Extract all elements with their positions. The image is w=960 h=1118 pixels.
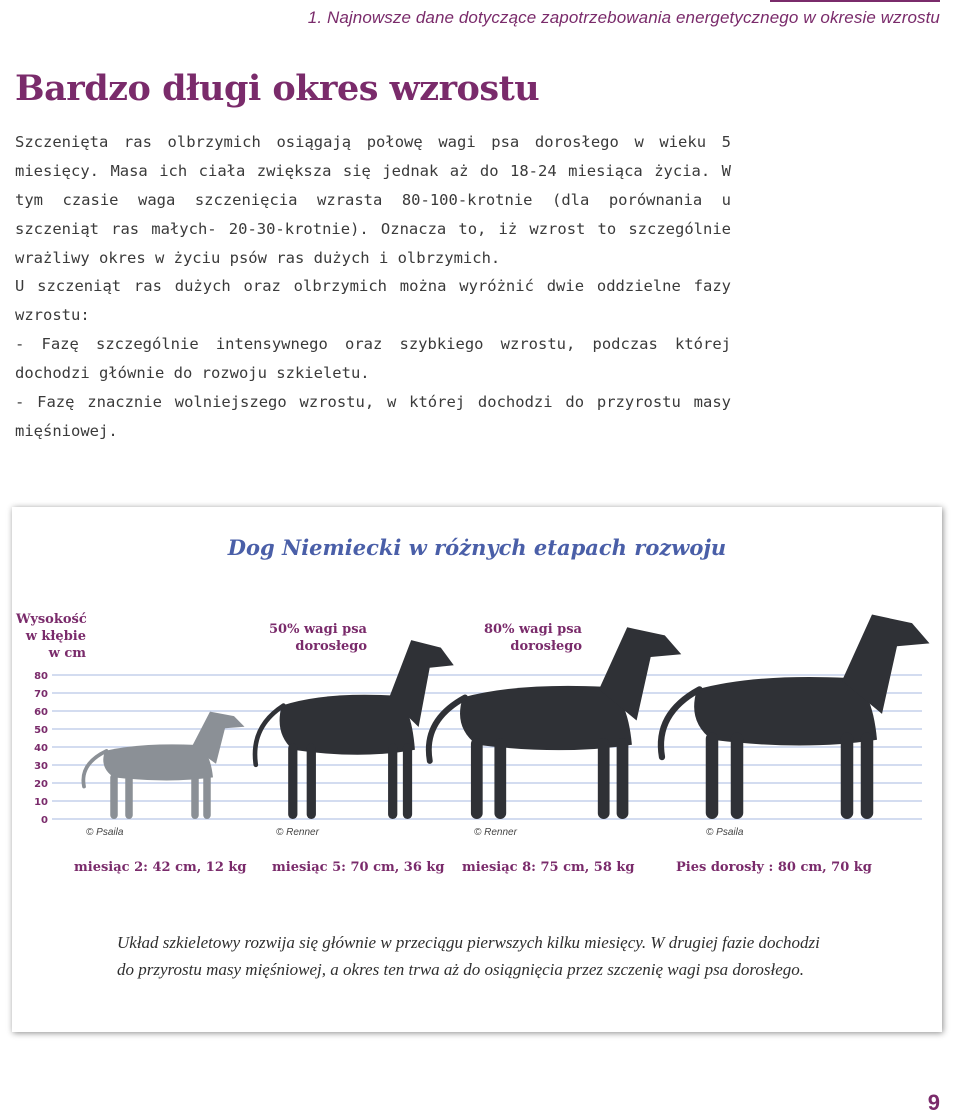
- photo-credit-4: © Psaila: [706, 827, 744, 838]
- page-title: Bardzo długi okres wzrostu: [15, 68, 540, 109]
- stage-label-4: Pies dorosły : 80 cm, 70 kg: [676, 860, 872, 875]
- y-tick-50: 50: [34, 725, 48, 736]
- stage-label-1: miesiąc 2: 42 cm, 12 kg: [74, 860, 247, 875]
- dog-leg-4-1: [706, 733, 719, 819]
- dog-leg-2-4: [403, 743, 412, 819]
- photo-credit-1: © Psaila: [86, 827, 124, 838]
- weight-label-50: 50% wagi psa dorosłego: [269, 622, 367, 654]
- dog-leg-3-3: [598, 738, 610, 819]
- y-tick-20: 20: [34, 779, 48, 790]
- dog-leg-3-1: [471, 738, 483, 819]
- dog-tail-2: [255, 706, 284, 765]
- dog-leg-3-4: [617, 738, 629, 819]
- dog-leg-1-4: [203, 774, 211, 819]
- phase-item-2: - Fazę znacznie wolniejszego wzrostu, w której dochodzi do przyrostu masy mięśniowej.: [15, 393, 731, 440]
- photo-credit-3: © Renner: [474, 827, 517, 838]
- y-tick-40: 40: [34, 743, 48, 754]
- y-tick-70: 70: [34, 689, 48, 700]
- dog-tail-1: [83, 751, 106, 787]
- figure-card: [12, 507, 942, 1032]
- dog-leg-4-3: [841, 733, 854, 819]
- y-tick-10: 10: [34, 797, 48, 808]
- photo-credit-2: © Renner: [276, 827, 319, 838]
- figure-caption: Układ szkieletowy rozwija się głównie w przeciągu pierwszych kilku miesięcy. W drugiej fazie dochodzi do przyrostu masy mięśniowej, a okres ten trwa aż do osiągnięcia przez szczenię wagi psa dorosłego.: [117, 933, 820, 979]
- y-tick-30: 30: [34, 761, 48, 772]
- y-tick-80: 80: [34, 671, 48, 682]
- dog-leg-1-2: [125, 774, 133, 819]
- phase-item-1: - Fazę szczególnie intensywnego oraz szybkiego wzrostu, podczas której dochodzi głównie do rozwoju szkieletu.: [15, 335, 731, 382]
- dog-leg-2-3: [388, 743, 397, 819]
- dog-silhouette-4: [661, 615, 930, 819]
- stage-label-2: miesiąc 5: 70 cm, 36 kg: [272, 860, 445, 875]
- stage-label-3: miesiąc 8: 75 cm, 58 kg: [462, 860, 635, 875]
- height-chart: [12, 607, 942, 862]
- height-chart-graphic: [12, 607, 942, 862]
- y-axis-label: Wysokość w kłębie w cm: [16, 612, 87, 661]
- dog-leg-4-2: [731, 733, 744, 819]
- dog-leg-3-2: [494, 738, 506, 819]
- running-header: 1. Najnowsze dane dotyczące zapotrzebowania energetycznego w okresie wzrostu: [307, 8, 940, 27]
- dog-silhouette-3: [429, 627, 681, 819]
- header-rule: [770, 0, 940, 2]
- dog-leg-2-1: [288, 743, 297, 819]
- dog-leg-1-3: [191, 774, 199, 819]
- weight-label-80: 80% wagi psa dorosłego: [484, 622, 582, 654]
- paragraph-phases: U szczeniąt ras dużych oraz olbrzymich można wyróżnić dwie oddzielne fazy wzrostu:: [15, 277, 731, 324]
- paragraph-intro: Szczenięta ras olbrzymich osiągają połowę wagi psa dorosłego w wieku 5 miesięcy. Masa ich ciała zwiększa się jednak aż do 18-24 miesiąca życia. W tym czasie waga szczenięcia wzrasta 80-100-krotnie (dla porównania u szczeniąt ras małych- 20-30-krotnie). Oznacza to, iż wzrost to szczególnie wrażliwy okres w życiu psów ras dużych i olbrzymich.: [15, 133, 731, 267]
- y-tick-60: 60: [34, 707, 48, 718]
- figure-title: Dog Niemiecki w różnych etapach rozwoju: [227, 535, 727, 560]
- dog-leg-4-4: [861, 733, 874, 819]
- y-tick-0: 0: [41, 815, 48, 826]
- dog-leg-1-1: [110, 774, 118, 819]
- page-number: 9: [927, 1090, 940, 1115]
- dog-leg-2-2: [307, 743, 316, 819]
